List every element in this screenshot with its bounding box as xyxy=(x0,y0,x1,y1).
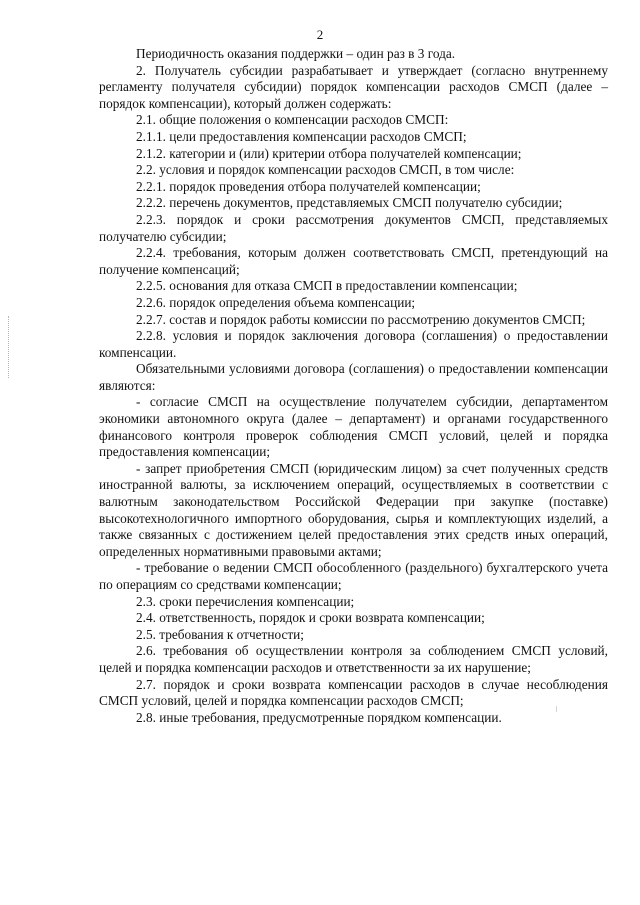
paragraph: 2.1.1. цели предоставления компенсации расходов СМСП; xyxy=(136,128,467,144)
paragraph: 2.2.1. порядок проведения отбора получателей компенсации; xyxy=(136,178,481,194)
paragraph: - требование о ведении СМСП обособленного (раздельного) бухгалтерского учета по операциям со средствами компенсации; xyxy=(99,560,608,592)
paragraph: 2.4. ответственность, порядок и сроки возврата компенсации; xyxy=(136,610,485,626)
paragraph: 2.3. сроки перечисления компенсации; xyxy=(136,593,355,609)
paragraph: 2.6. требования об осуществлении контроля за соблюдением СМСП условий, целей и порядка компенсации расходов и ответственности за их нарушение; xyxy=(99,643,608,675)
page-number: 2 xyxy=(316,27,324,42)
paragraph: 2.2.4. требования, которым должен соответствовать СМСП, претендующий на получение компенсаций; xyxy=(99,245,608,277)
paragraph: 2.2.8. условия и порядок заключения договора (соглашения) о предоставлении компенсации. xyxy=(99,328,608,360)
paragraph: 2.2.3. порядок и сроки рассмотрения документов СМСП, представляемых получателю субсидии; xyxy=(99,211,608,244)
paragraph: 2.8. иные требования, предусмотренные порядком компенсации. xyxy=(136,709,502,725)
paragraph: 2. Получатель субсидии разрабатывает и утверждает (согласно внутреннему регламенту получателя субсидии) порядок компенсации расходов СМСП (далее – порядок компенсации), который должен содержать: xyxy=(99,62,608,111)
paragraph: 2.2. условия и порядок компенсации расходов СМСП, в том числе: xyxy=(136,162,515,178)
paragraph: 2.2.5. основания для отказа СМСП в предоставлении компенсации; xyxy=(136,278,518,294)
document-body xyxy=(99,46,608,726)
paragraph: 2.7. порядок и сроки возврата компенсации расходов в случае несоблюдения СМСП условий, целей и порядка компенсации расходов СМСП; xyxy=(99,676,608,709)
paragraph: - запрет приобретения СМСП (юридическим лицом) за счет полученных средств иностранной валюты, за исключением операций, осуществляемых в соответствии с валютным законодательством Российской Федерации при закупке (поставке) высокотехнологичного импортного оборудования, сырья и комплектующих изделий, а также связанных с достижением целей предоставления этих средств иных операций, определенных нормативными правовыми актами; xyxy=(99,460,608,559)
paragraph: 2.2.2. перечень документов, представляемых СМСП получателю субсидии; xyxy=(136,195,563,211)
paragraph: 2.2.6. порядок определения объема компенсации; xyxy=(136,294,416,310)
paragraph: 2.1.2. категории и (или) критерии отбора получателей компенсации; xyxy=(136,145,522,161)
scan-margin-mark xyxy=(8,316,11,378)
paragraph: 2.5. требования к отчетности; xyxy=(136,626,304,642)
paragraph: Обязательными условиями договора (соглашения) о предоставлении компенсации являются: xyxy=(99,361,608,393)
paragraph: 2.1. общие положения о компенсации расходов СМСП: xyxy=(136,112,449,128)
paragraph: Периодичность оказания поддержки – один раз в 3 года. xyxy=(136,46,456,61)
paragraph: - согласие СМСП на осуществление получателем субсидии, департаментом экономики автономного округа (далее – департамент) и органами государственного финансового контроля проверок соблюдения СМСП условий, целей и порядка предоставления компенсации; xyxy=(99,394,608,460)
paragraph: 2.2.7. состав и порядок работы комиссии по рассмотрению документов СМСП; xyxy=(136,311,586,327)
